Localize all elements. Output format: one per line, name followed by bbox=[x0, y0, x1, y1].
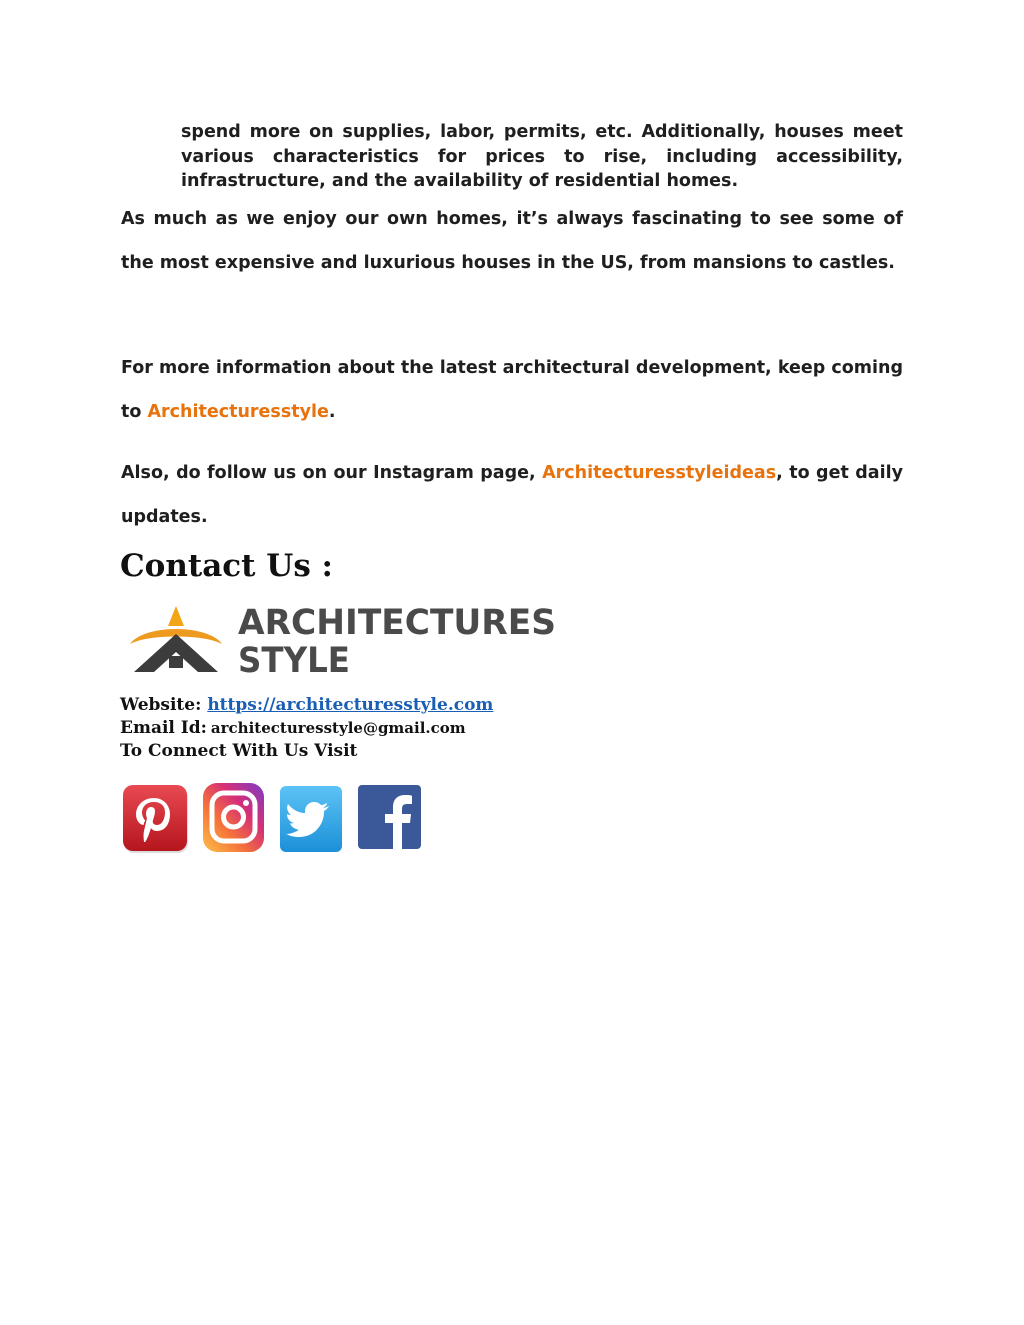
email-label: Email Id bbox=[120, 718, 201, 738]
indented-paragraph: spend more on supplies, labor, permits, etc. Additionally, houses meet various characteristics for prices to rise, including accessibility, infrastructure, and the availability of residential homes. bbox=[181, 122, 903, 191]
logo-roof-emblem bbox=[130, 606, 222, 672]
pinterest-icon[interactable] bbox=[123, 785, 191, 855]
social-icons-row bbox=[123, 782, 433, 856]
instagram-page-link[interactable]: Architecturesstyleideas bbox=[542, 463, 777, 483]
facebook-icon[interactable] bbox=[358, 785, 422, 851]
website-line bbox=[120, 695, 493, 715]
website-label: Website: bbox=[120, 695, 202, 715]
email-line bbox=[120, 718, 466, 738]
paragraph-more-info-end: . bbox=[328, 402, 336, 422]
logo-line-1: ARCHITECTURES bbox=[238, 603, 556, 643]
paragraph-homes: As much as we enjoy our own homes, it’s always fascinating to see some of the most expensive and luxurious houses in the US, from mansions to castles. bbox=[121, 209, 903, 273]
paragraph-instagram bbox=[121, 451, 903, 539]
connect-text: To Connect With Us Visit bbox=[120, 741, 358, 761]
email-separator: : bbox=[200, 718, 207, 738]
paragraph-instagram-end: , to get daily updates. bbox=[121, 463, 903, 527]
website-link[interactable]: https://architecturesstyle.com bbox=[207, 695, 494, 715]
email-value: architecturesstyle@gmail.com bbox=[210, 719, 466, 737]
paragraph-more-info-text: For more information about the latest architectural development, keep coming to bbox=[121, 358, 903, 422]
architecturesstyle-link[interactable]: Architecturesstyle bbox=[147, 402, 329, 422]
paragraph-instagram-text: Also, do follow us on our Instagram page, bbox=[121, 463, 543, 483]
paragraph-more-info bbox=[121, 346, 903, 434]
contact-us-heading: Contact Us : bbox=[120, 548, 334, 584]
twitter-icon[interactable] bbox=[280, 786, 344, 854]
architectures-style-logo bbox=[124, 600, 564, 680]
logo-line-2: STYLE bbox=[238, 641, 350, 680]
instagram-icon[interactable] bbox=[203, 782, 265, 854]
